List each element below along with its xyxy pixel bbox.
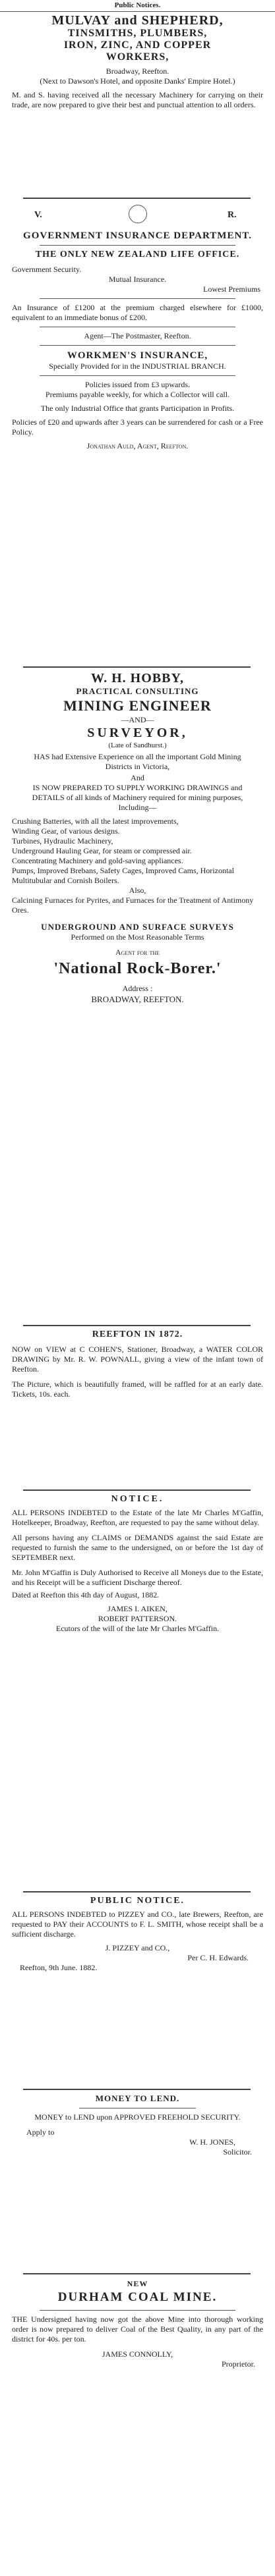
- hobby-experience: HAS had Extensive Experience on all the important Gold Mining Districts in Victoria,: [34, 752, 241, 771]
- money-apply: Apply to: [26, 2128, 55, 2137]
- gov-policies: Policies issued from £3 upwards.: [85, 380, 190, 389]
- money-role: Solicitor.: [223, 2147, 252, 2157]
- mulvay-trades3: WORKERS,: [106, 51, 169, 63]
- money-body: MONEY to LEND upon APPROVED FREEHOLD SECURITY.: [34, 2112, 241, 2122]
- hobby-address-label: Address :: [122, 984, 153, 993]
- divider: [40, 298, 235, 299]
- hobby-item: Crushing Batteries, with all the latest improvements,: [12, 817, 179, 826]
- durham-new: NEW: [127, 2279, 148, 2288]
- divider: [40, 245, 235, 246]
- header-rule: [0, 11, 275, 12]
- hobby-surveys-title: UNDERGROUND AND SURFACE SURVEYS: [41, 922, 234, 932]
- mulvay-body: M. and S. having received all the necessary Machinery for carrying on their trade, are now prepared to give their best and punctual attention to all orders.: [12, 90, 263, 109]
- hobby-rock-borer: 'National Rock-Borer.': [53, 960, 222, 977]
- gov-example: An Insurance of £1200 at the premium charged elsewhere for £1000, equivalent to an immediate bonus of £200.: [12, 303, 263, 322]
- hobby-surveys-body: Performed on the Most Reasonable Terms: [71, 932, 204, 942]
- gov-signature: Jonathan Auld, Agent, Reefton.: [86, 441, 189, 450]
- gov-premiums: Premiums payable weekly, for which a Collector will call.: [45, 390, 230, 399]
- divider: [23, 2089, 251, 2090]
- notice-dated: Dated at Reefton this 4th day of August, 1882.: [12, 1590, 160, 1599]
- divider: [23, 666, 251, 668]
- hobby-and2: And: [131, 773, 144, 782]
- gov-agent: Agent—The Postmaster, Reefton.: [84, 331, 191, 340]
- hobby-items: [0, 813, 275, 915]
- money-ad: [0, 2093, 275, 2157]
- hobby-role1: PRACTICAL CONSULTING: [76, 686, 199, 696]
- divider: [23, 1489, 251, 1491]
- durham-signer: JAMES CONNOLLY,: [102, 2349, 173, 2359]
- hobby-role3: SURVEYOR,: [87, 726, 188, 740]
- mulvay-location: (Next to Dawson's Hotel, and opposite Danks' Empire Hotel.): [40, 76, 235, 86]
- hobby-name: W. H. HOBBY,: [90, 671, 185, 685]
- hobby-item: Calcining Furnaces for Pyrites, and Furnaces for the Treatment of Antimony Ores.: [12, 896, 254, 915]
- hobby-item: Also,: [129, 886, 146, 895]
- divider: [40, 345, 235, 346]
- hobby-item: Winding Gear, of various designs.: [12, 826, 120, 836]
- gov-line1: Government Security.: [12, 265, 82, 274]
- gov-title: GOVERNMENT INSURANCE DEPARTMENT.: [23, 230, 252, 241]
- durham-ad: [0, 2278, 275, 2369]
- reefton-title: REEFTON IN 1872.: [92, 1329, 183, 1339]
- hobby-item: Concentrating Machinery and gold-saving appliances.: [12, 856, 183, 865]
- gov-surrender: Policies of £20 and upwards after 3 years can be surrendered for cash or a Free Policy.: [12, 417, 263, 437]
- hobby-agent-for: Agent for the: [115, 948, 160, 957]
- notice-signer1: JAMES I. AIKEN,: [107, 1604, 168, 1613]
- notice-body1: ALL PERSONS INDEBTED to the Estate of the late Mr Charles M'Gaffin, Hotelkeeper, Broadway, Reefton, are requested to pay the same without delay.: [12, 1508, 263, 1527]
- hobby-item: Underground Hauling Gear, for steam or compressed air.: [12, 846, 192, 855]
- divider: [23, 2273, 251, 2274]
- money-title: MONEY TO LEND.: [95, 2093, 180, 2103]
- durham-role: Proprietor.: [222, 2359, 255, 2369]
- mulvay-trades1: TINSMITHS, PLUMBERS,: [67, 28, 208, 39]
- durham-body: THE Undersigned having now got the above Mine into thorough working order is now prepared to deliver Coal of the Best Quality, in any part of the district for 40s. per ton.: [12, 2315, 263, 2344]
- hobby-late: (Late of Sandhurst.): [108, 741, 167, 749]
- divider: [23, 1891, 251, 1892]
- hobby-and: —AND—: [121, 715, 154, 724]
- hobby-address: BROADWAY, REEFTON.: [91, 994, 184, 1004]
- notice-executors: Ecutors of the will of the late Mr Charles M'Gaffin.: [55, 1624, 220, 1633]
- durham-title: DURHAM COAL MINE.: [57, 2290, 218, 2304]
- crest-left: V.: [34, 210, 42, 220]
- crest-right: R.: [228, 210, 237, 220]
- money-signer: W. H. JONES,: [189, 2137, 235, 2147]
- public-notice-body: ALL PERSONS INDEBTED to PIZZEY and CO., late Brewers, Reefton, are requested to PAY their ACCOUNTS to F. L. SMITH, whose receipt shall be a sufficient discharge.: [12, 1910, 263, 1939]
- notice-signer2: ROBERT PATTERSON.: [98, 1614, 177, 1623]
- divider: [23, 1325, 251, 1326]
- public-notice-title: PUBLIC NOTICE.: [90, 1896, 185, 1906]
- mulvay-firm: MULVAY and SHEPHERD,: [51, 13, 224, 28]
- hobby-item: Pumps, Improved Brebans, Safety Cages, Improved Cams, Horizontal Multitubular and Cornish Boilers.: [12, 866, 234, 885]
- hobby-role2: MINING ENGINEER: [63, 697, 212, 714]
- workmens-title: WORKMEN'S INSURANCE,: [67, 350, 208, 361]
- government-ad: [0, 201, 275, 451]
- mulvay-address: Broadway, Reefton.: [106, 67, 169, 76]
- mulvay-trades2: IRON, ZINC, AND COPPER: [63, 40, 212, 51]
- reefton-raffle: The Picture, which is beautifully framed, will be raffled for at an early date. Tickets, 10s. each.: [12, 1380, 263, 1399]
- gov-only: The only Industrial Office that grants Participation in Profits.: [40, 404, 235, 413]
- hobby-ad: [0, 670, 275, 1005]
- mulvay-ad: [0, 13, 275, 110]
- notice-body3: Mr. John M'Gaffin is Duly Authorised to Receive all Moneys due to the Estate, and his Receipt will be a sufficient Discharge thereof.: [12, 1568, 263, 1587]
- divider: [40, 2310, 235, 2311]
- workmens-sub: Specially Provided for in the INDUSTRIAL BRANCH.: [49, 362, 226, 371]
- public-notice-ad: [0, 1895, 275, 1973]
- hobby-item: Turbines, Hydraulic Machinery,: [12, 836, 113, 845]
- notice-title: NOTICE.: [111, 1494, 164, 1504]
- public-notice-dated: Reefton, 9th June. 1882.: [20, 1963, 98, 1972]
- public-notice-signer: J. PIZZEY and CO.,: [105, 1943, 170, 1952]
- gov-line3: Lowest Premiums: [203, 284, 260, 294]
- public-notice-per: Per C. H. Edwards.: [187, 1953, 249, 1962]
- gov-line2: Mutual Insurance.: [108, 275, 167, 284]
- hobby-prepared: IS NOW PREPARED TO SUPPLY WORKING DRAWINGS and DETAILS of all kinds of Machinery required for mining purposes, Including—: [32, 783, 243, 812]
- divider: [23, 198, 251, 199]
- gov-subtitle: THE ONLY NEW ZEALAND LIFE OFFICE.: [35, 250, 240, 259]
- notice-body2: All persons having any CLAIMS or DEMANDS against the said Estate are requested to furnish the same to the undersigned, on or before the 1st day of SEPTEMBER next.: [12, 1533, 263, 1562]
- notice-ad: [0, 1493, 275, 1634]
- reefton-body: NOW on VIEW at C COHEN'S, Stationer, Broadway, a WATER COLOR DRAWING by Mr. R. W. POWNALL, giving a view of the infant town of Reefton.: [12, 1345, 263, 1374]
- section-header: Public Notices.: [114, 1, 161, 9]
- reefton1872-ad: [0, 1329, 275, 1399]
- divider: [40, 375, 235, 376]
- crest-icon: [129, 205, 147, 223]
